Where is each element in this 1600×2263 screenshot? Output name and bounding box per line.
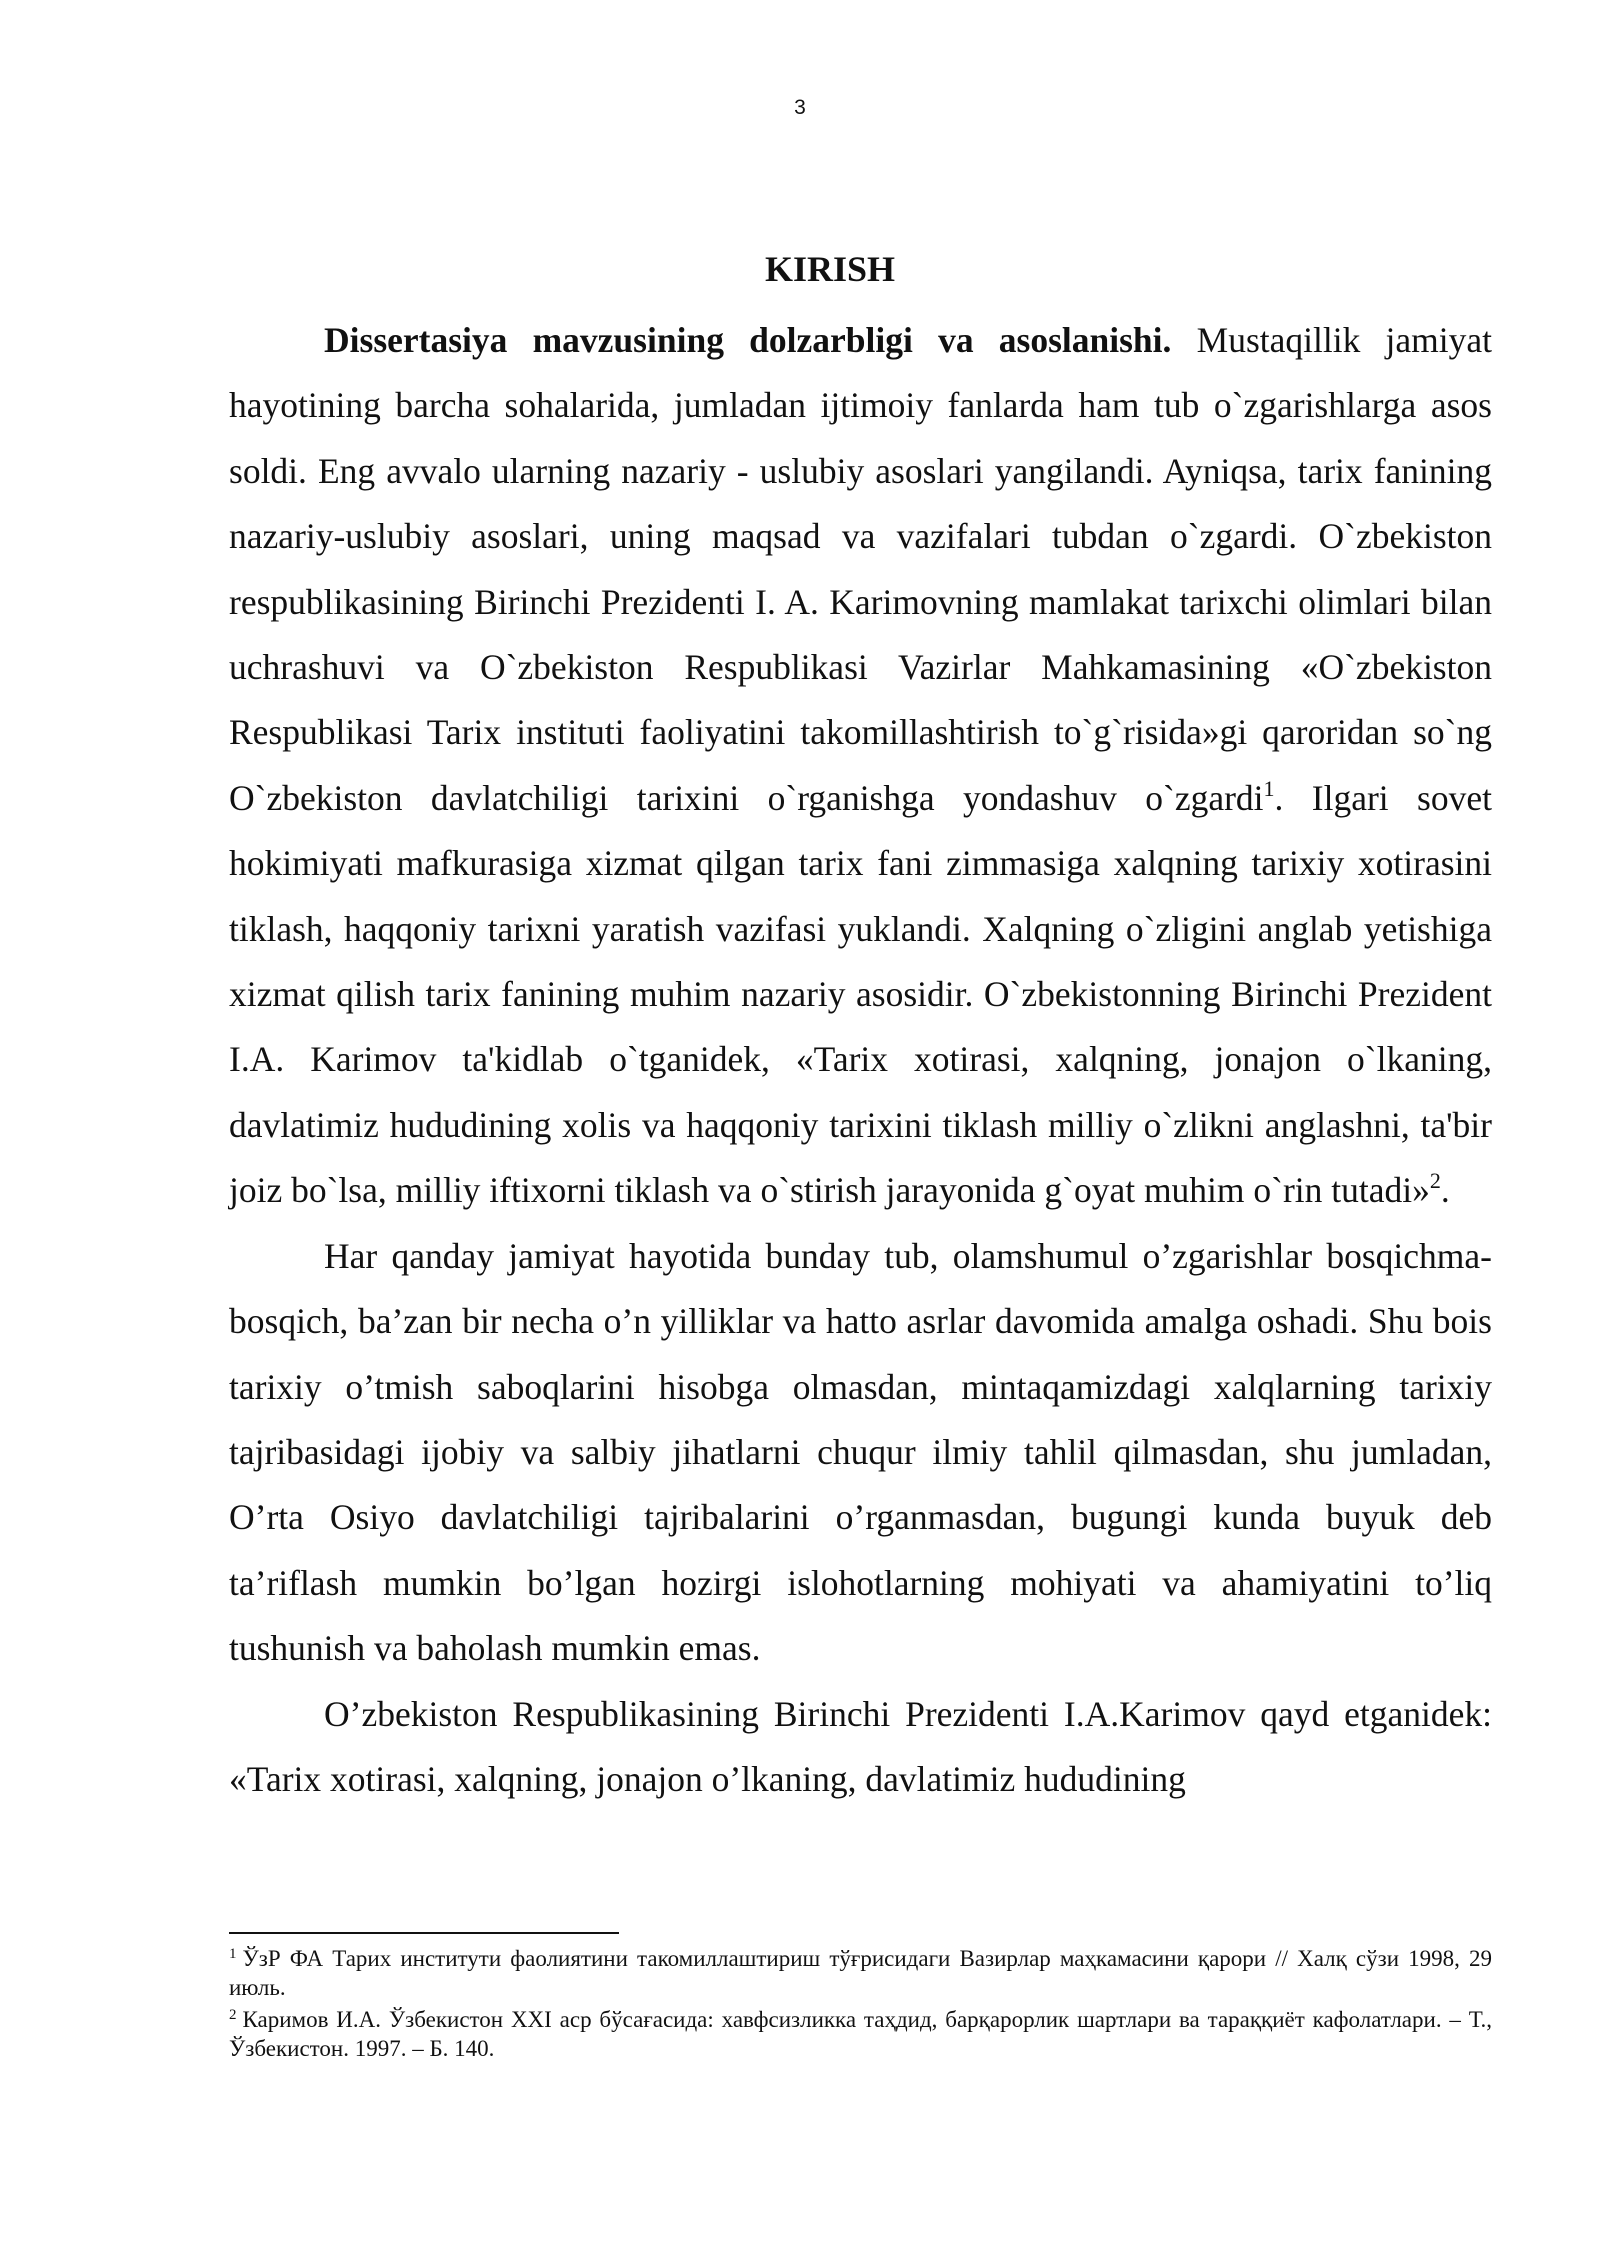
footnote-text: Каримов И.А. Ўзбекистон XXI аср бўсағасида: хавфсизликка таҳдид, барқарорлик шартлари ва тараққиёт кафолатлари. – Т., Ўзбекистон. 1997. – Б. 140. xyxy=(229,2007,1492,2061)
footnote-mark: 2 xyxy=(229,2007,237,2023)
footnote-1 xyxy=(229,1944,1492,2002)
paragraph-lead: Dissertasiya mavzusining dolzarbligi va asoslanishi. xyxy=(324,320,1172,360)
footnote-2 xyxy=(229,2005,1492,2063)
paragraph-transformation: Har qanday jamiyat hayotida bunday tub, olamshumul o’zgarishlar bosqichma-bosqich, ba’zan bir necha o’n yilliklar va hatto asrlar davomida amalga oshadi. Shu bois tarixiy o’tmish saboqlarini hisobga olmasdan, mintaqamizdagi xalqlarning tarixiy tajribasidagi ijobiy va salbiy jihatlarni chuqur ilmiy tahlil qilmasdan, shu jumladan, O’rta Osiyo davlatchiligi tajribalarini o’rganmasdan, bugungi kunda buyuk deb ta’riflash mumkin bo’lgan hozirgi islohotlarning mohiyati va ahamiyatini to’liq tushunish va baholash mumkin emas. xyxy=(229,1235,1492,1669)
paragraph-text: . Ilgari sovet hokimiyati mafkurasiga xizmat qilgan tarix fani zimmasiga xalqning tarixiy xotirasini tiklash, haqqoniy tarixni yaratish vazifasi yuklandi. Xalqning o`zligini anglab yetishiga xizmat qilish tarix fanining muhim nazariy asosidir. O`zbekistonning Birinchi Prezident I.A. Karimov ta'kidlab o`tganidek, «Tarix xotirasi, xalqning, jonajon o`lkaning, davlatimiz hududining xolis va haqqoniy tarixini tiklash milliy o`zlikni anglashni, ta'bir joiz bo`lsa, milliy iftixorni tiklash va o`stirish jarayonida g`oyat muhim o`rin tutadi» xyxy=(229,777,1492,1211)
paragraph-text: . xyxy=(1440,1170,1450,1211)
footnote-divider xyxy=(229,1932,619,1934)
main-text xyxy=(229,308,1492,1812)
page-number: 3 xyxy=(794,96,806,119)
section-heading: KIRISH xyxy=(764,249,896,289)
paragraph-text: Mustaqillik jamiyat hayotining barcha sohalarida, jumladan ijtimoiy fanlarda ham tub o`zgarishlarga asos soldi. Eng avvalo ularning nazariy - uslubiy asoslari yangilandi. Ayniqsa, tarix fanining nazariy-uslubiy asoslari, uning maqsad va vazifalari tubdan o`zgardi. O`zbekiston respublikasining Birinchi Prezidenti I. A. Karimovning mamlakat tarixchi olimlari bilan uchrashuvi va O`zbekiston Respublikasi Vazirlar Mahkamasining «O`zbekiston Respublikasi Tarix instituti faoliyatini takomillashtirish to`g`risida»gi qaroridan so`ng O`zbekiston davlatchiligi tarixini o`rganishga yondashuv o`zgardi xyxy=(229,320,1493,818)
paragraph-quote: O’zbekiston Respublikasining Birinchi Prezidenti I.A.Karimov qayd etganidek: «Tarix xotirasi, xalqning, jonajon o’lkaning, davlatimiz hududining xyxy=(229,1693,1492,1799)
footnote-mark: 1 xyxy=(229,1946,237,1962)
footnote-reference-1[interactable]: 1 xyxy=(1263,775,1275,801)
footnote-text: ЎзР ФА Тарих институти фаолиятини такомиллаштириш тўғрисидаги Вазирлар маҳкамасини қарори // Халқ сўзи 1998, 29 июль. xyxy=(229,1946,1492,2000)
footnotes xyxy=(229,1944,1492,2066)
paragraph-relevance xyxy=(229,308,1492,1224)
footnote-reference-2[interactable]: 2 xyxy=(1429,1168,1441,1194)
